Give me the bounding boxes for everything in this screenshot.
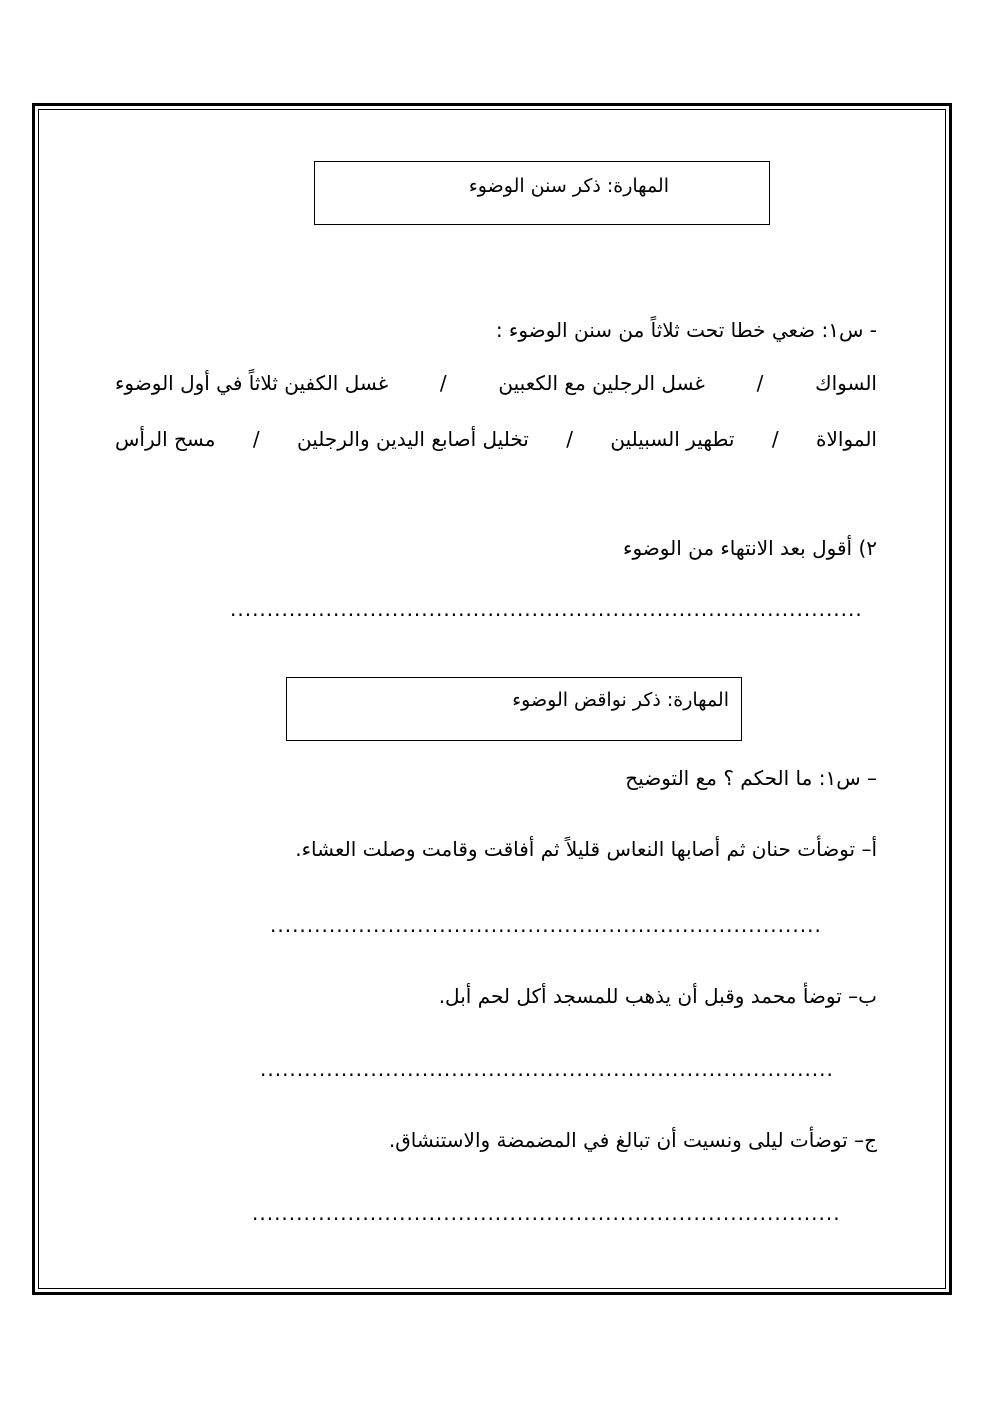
skill-title-1: المهارة: ذكر سنن الوضوء: [468, 175, 669, 197]
separator: /: [771, 427, 779, 451]
item-c-layla: ج– توضأت ليلى ونسيت أن تبالغ في المضمضة والاستنشاق.: [388, 1128, 877, 1152]
separator: /: [252, 427, 260, 451]
separator: /: [566, 427, 573, 451]
option-tathir[interactable]: تطهير السبيلين: [610, 427, 735, 451]
skill-title-box-1: [314, 161, 770, 225]
separator: /: [439, 371, 447, 395]
option-masah-head[interactable]: مسح الرأس: [115, 427, 216, 451]
option-siwak[interactable]: السواك: [815, 371, 877, 395]
option-wash-feet[interactable]: غسل الرجلين مع الكعبين: [498, 371, 705, 395]
question-1-underline-sunan: - س١: ضعي خطا تحت ثلاثاً من سنن الوضوء :: [495, 318, 877, 342]
answer-line-b[interactable]: ..............................................................................: [260, 1058, 834, 1080]
question-1-ruling: – س١: ما الحكم ؟ مع التوضيح: [625, 766, 877, 790]
separator: /: [756, 371, 764, 395]
item-a-hanan: أ– توضأت حنان ثم أصابها النعاس قليلاً ثم أفاقت وقامت وصلت العشاء.: [295, 837, 877, 861]
option-wash-hands-thrice[interactable]: غسل الكفين ثلاثاً في أول الوضوء: [115, 371, 389, 395]
item-b-muhammad: ب– توضأ محمد وقبل أن يذهب للمسجد أكل لحم أبل.: [438, 984, 877, 1008]
options-row-2: [115, 425, 877, 453]
answer-line-q2[interactable]: ......................................................................................: [230, 598, 863, 620]
option-takhlil[interactable]: تخليل أصابع اليدين والرجلين: [297, 427, 529, 451]
option-muwalat[interactable]: الموالاة: [816, 427, 877, 451]
answer-line-a[interactable]: ...........................................................................: [270, 914, 822, 936]
skill-title-box-2: [286, 677, 742, 741]
skill-title-2: المهارة: ذكر نواقض الوضوء: [512, 689, 729, 711]
answer-line-c[interactable]: ................................................................................: [252, 1202, 841, 1224]
options-row-1: [115, 369, 877, 397]
question-2-dua-after-wudu: ٢) أقول بعد الانتهاء من الوضوء: [623, 536, 877, 560]
